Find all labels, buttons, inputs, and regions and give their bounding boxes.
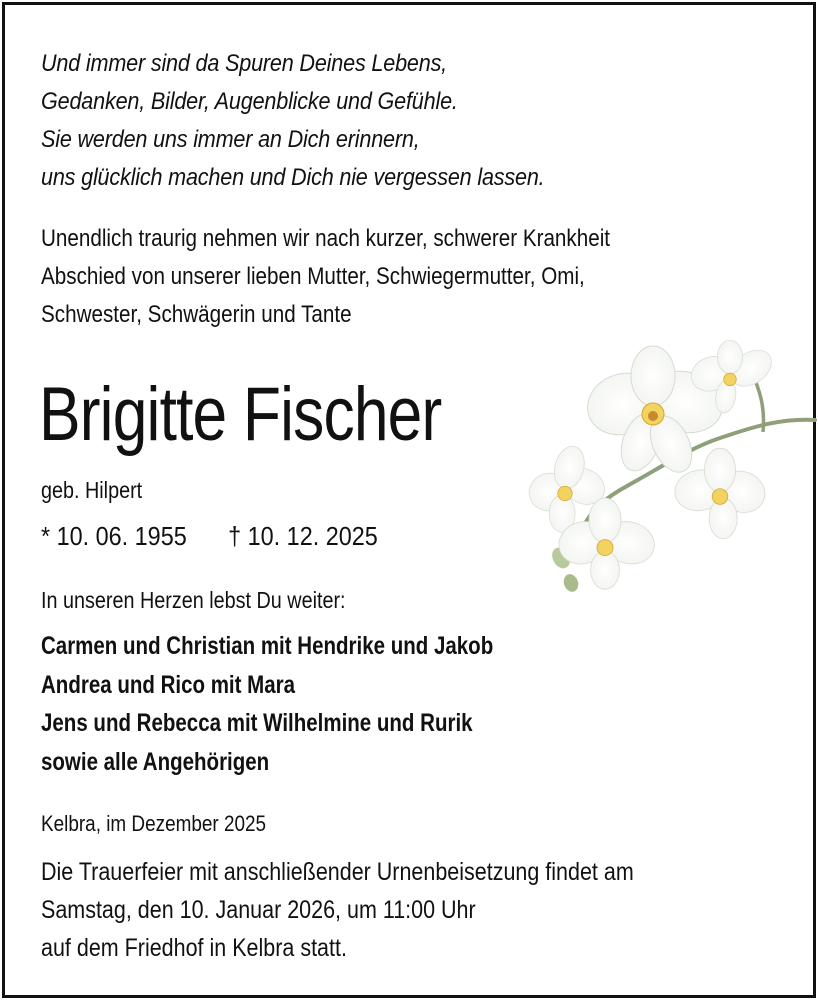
mourners-list <box>41 627 493 781</box>
poem-line: Sie werden uns immer an Dich erinnern, <box>41 126 420 153</box>
funeral-service-info <box>41 853 634 967</box>
service-line: Samstag, den 10. Januar 2026, um 11:00 Uhr <box>41 896 476 924</box>
birth-name: geb. Hilpert <box>41 477 143 503</box>
service-line: Die Trauerfeier mit anschließender Urnenbeisetzung findet am <box>41 858 634 886</box>
place-date: Kelbra, im Dezember 2025 <box>41 811 267 836</box>
orchid-icon <box>525 340 818 600</box>
birth-date: * 10. 06. 1955 <box>41 521 187 551</box>
poem-line: Und immer sind da Spuren Deines Lebens, <box>41 50 448 77</box>
mourner-line: Jens und Rebecca mit Wilhelmine und Rurik <box>41 709 473 737</box>
intro-line: Schwester, Schwägerin und Tante <box>41 301 352 328</box>
service-line: auf dem Friedhof in Kelbra statt. <box>41 934 347 962</box>
memorial-poem <box>41 45 653 197</box>
mourner-line: sowie alle Angehörigen <box>41 747 270 776</box>
life-dates <box>41 518 378 554</box>
intro-line: Abschied von unserer lieben Mutter, Schwiegermutter, Omi, <box>41 263 585 290</box>
mourner-line: Andrea und Rico mit Mara <box>41 670 296 699</box>
poem-line: Gedanken, Bilder, Augenblicke und Gefühle. <box>41 88 458 115</box>
announcement-intro <box>41 220 660 334</box>
death-date: † 10. 12. 2025 <box>228 521 378 551</box>
deceased-name: Brigitte Fischer <box>39 372 442 457</box>
intro-line: Unendlich traurig nehmen wir nach kurzer, schwerer Krankheit <box>41 225 611 252</box>
poem-line: uns glücklich machen und Dich nie vergessen lassen. <box>41 164 545 191</box>
mourners-intro: In unseren Herzen lebst Du weiter: <box>41 587 346 613</box>
mourner-line: Carmen und Christian mit Hendrike und Jakob <box>41 632 494 660</box>
obituary-frame <box>2 2 816 998</box>
